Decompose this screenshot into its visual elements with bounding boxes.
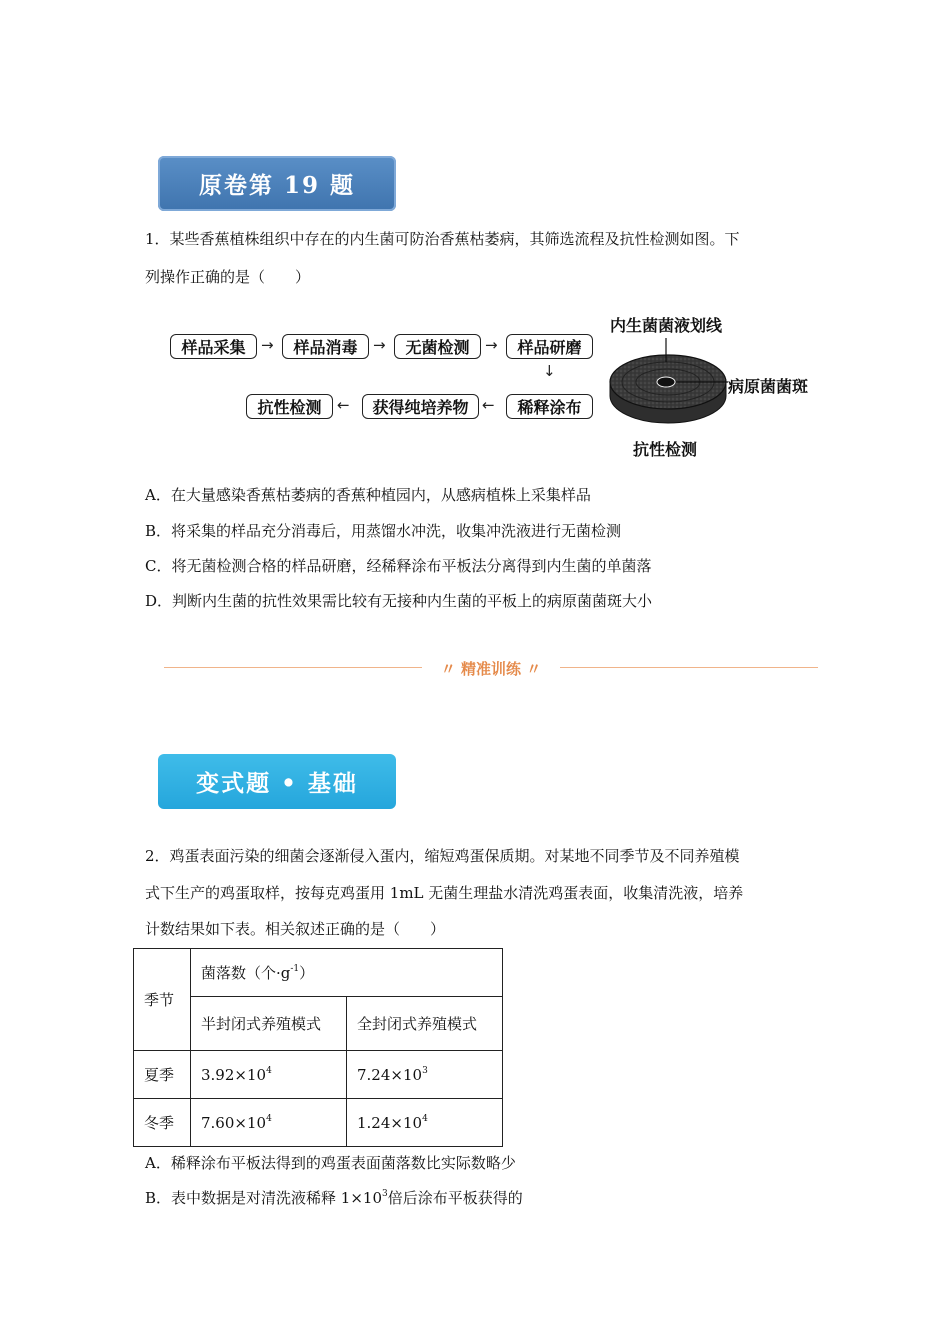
flow-arrow-down-icon: ↓ xyxy=(543,362,556,380)
flow-arrow-left-icon: ← xyxy=(482,396,495,414)
dish-label-pathogen-spot: 病原菌菌斑 xyxy=(728,377,809,396)
q1-option-c: C．将无菌检测合格的样品研磨，经稀释涂布平板法分离得到内生菌的单菌落 xyxy=(145,557,652,575)
q2-stem-line1: 2．鸡蛋表面污染的细菌会逐渐侵入蛋内，缩短鸡蛋保质期。对某地不同季节及不同养殖模 xyxy=(145,847,740,865)
table-row xyxy=(134,1051,503,1099)
divider-label: 〃 精准训练 〃 xyxy=(440,660,542,678)
q2-stem-line3: 计数结果如下表。相关叙述正确的是（ ） xyxy=(145,920,446,938)
flow-box-sterility-test: 无菌检测 xyxy=(394,334,481,359)
table-cell-value: $3.92\times 10^4$ xyxy=(191,1051,347,1099)
flow-box-dilution-spread: 稀释涂布 xyxy=(506,394,593,419)
q1-stem-line2: 列操作正确的是（ ） xyxy=(145,268,311,286)
table-header-colony-count: 菌落数（个$\cdot g^{-1}$） xyxy=(191,949,503,997)
table-cell-season: 冬季 xyxy=(134,1099,191,1147)
flow-arrow-right-icon: → xyxy=(373,336,386,354)
flow-box-sample-collect: 样品采集 xyxy=(170,334,257,359)
q2-option-b: B．表中数据是对清洗液稀释 $1\times 10^3$倍后涂布平板获得的 xyxy=(145,1189,523,1207)
table-row xyxy=(134,1099,503,1147)
flow-box-sample-disinfect: 样品消毒 xyxy=(282,334,369,359)
flow-arrow-right-icon: → xyxy=(261,336,274,354)
q2-option-a: A．稀释涂布平板法得到的鸡蛋表面菌落数比实际数略少 xyxy=(145,1154,516,1172)
dish-label-streak: 内生菌菌液划线 xyxy=(610,316,723,335)
table-cell-value: $1.24\times 10^4$ xyxy=(347,1099,503,1147)
dish-label-resistance-test: 抗性检测 xyxy=(633,440,698,459)
flow-arrow-right-icon: → xyxy=(485,336,498,354)
precision-training-divider xyxy=(160,656,822,680)
q1-option-d: D．判断内生菌的抗性效果需比较有无接种内生菌的平板上的病原菌菌斑大小 xyxy=(145,592,653,610)
table-cell-value: $7.24\times 10^3$ xyxy=(347,1051,503,1099)
table-header-semi-closed: 半封闭式养殖模式 xyxy=(191,997,347,1051)
flow-box-sample-grind: 样品研磨 xyxy=(506,334,593,359)
q1-option-b: B．将采集的样品充分消毒后，用蒸馏水冲洗，收集冲洗液进行无菌检测 xyxy=(145,522,622,540)
variant-question-banner: 变式题 • 基础 xyxy=(158,754,396,809)
flow-box-resistance-test: 抗性检测 xyxy=(246,394,333,419)
colony-count-table xyxy=(133,948,503,1147)
q1-option-a: A．在大量感染香蕉枯萎病的香蕉种植园内，从感病植株上采集样品 xyxy=(145,486,591,504)
original-question-banner: 原卷第 19 题 xyxy=(158,156,396,211)
q2-stem-line2: 式下生产的鸡蛋取样，按每克鸡蛋用 1mL 无菌生理盐水清洗鸡蛋表面，收集清洗液，培养 xyxy=(145,884,744,902)
petri-dish-icon xyxy=(604,338,734,434)
table-header-fully-closed: 全封闭式养殖模式 xyxy=(347,997,503,1051)
table-cell-value: $7.60\times 10^4$ xyxy=(191,1099,347,1147)
flow-arrow-left-icon: ← xyxy=(337,396,350,414)
q1-stem-line1: 1．某些香蕉植株组织中存在的内生菌可防治香蕉枯萎病，其筛选流程及抗性检测如图。下 xyxy=(145,230,740,248)
flow-box-pure-culture: 获得纯培养物 xyxy=(362,394,479,419)
table-header-season: 季节 xyxy=(134,949,191,1051)
table-cell-season: 夏季 xyxy=(134,1051,191,1099)
